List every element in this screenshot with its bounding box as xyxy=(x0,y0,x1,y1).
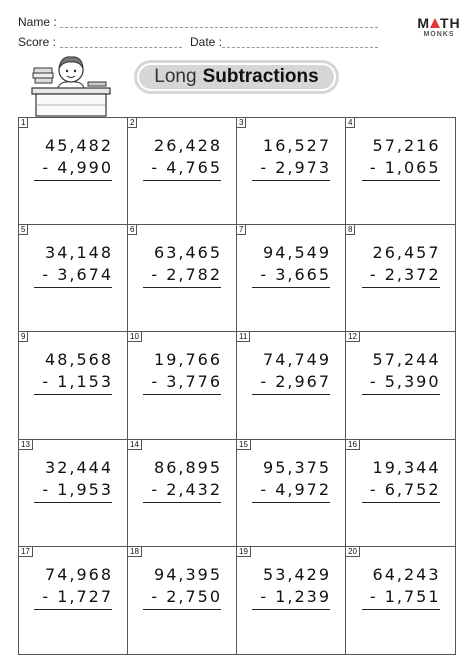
answer-line xyxy=(34,180,112,181)
answer-line xyxy=(34,394,112,395)
answer-line xyxy=(143,180,221,181)
problem-number: 1 xyxy=(19,118,28,128)
problem-cell[interactable] xyxy=(346,332,455,439)
name-label: Name : xyxy=(18,15,57,29)
problem-cell[interactable] xyxy=(19,225,128,332)
problem-number: 4 xyxy=(346,118,355,128)
subtrahend: - 2,432 xyxy=(151,479,222,499)
logo-subtext: MONKS xyxy=(423,31,455,38)
answer-line xyxy=(252,609,330,610)
minuend: 86,895 xyxy=(154,457,222,477)
subtrahend: - 3,665 xyxy=(260,265,331,285)
minuend: 57,244 xyxy=(372,350,441,370)
problem-number: 6 xyxy=(128,225,137,235)
subtrahend: - 4,765 xyxy=(151,158,222,177)
problem-number: 18 xyxy=(128,547,142,557)
answer-line xyxy=(143,609,221,610)
problem-cell[interactable] xyxy=(19,118,128,225)
answer-line xyxy=(362,180,440,181)
problem-cell[interactable] xyxy=(237,440,346,547)
subtrahend: - 1,751 xyxy=(369,586,441,606)
minuend: 32,444 xyxy=(45,457,113,477)
problem-number: 17 xyxy=(19,547,33,557)
minuend: 26,457 xyxy=(372,243,441,263)
answer-line xyxy=(143,287,221,288)
minuend: 94,395 xyxy=(154,564,222,584)
name-field-line[interactable] xyxy=(60,27,378,28)
problem-cell[interactable] xyxy=(19,332,128,439)
subtrahend: - 2,967 xyxy=(260,372,331,392)
problem-cell[interactable] xyxy=(128,225,237,332)
subtrahend: - 1,065 xyxy=(369,158,441,177)
answer-line xyxy=(143,394,221,395)
problem-number: 10 xyxy=(128,332,142,342)
minuend: 74,968 xyxy=(45,564,113,584)
worksheet-title-banner xyxy=(134,60,339,94)
date-field-line[interactable] xyxy=(222,47,378,48)
answer-line xyxy=(252,287,330,288)
minuend: 63,465 xyxy=(154,243,222,263)
subtrahend: - 6,752 xyxy=(369,479,441,499)
problem-cell[interactable] xyxy=(19,547,128,654)
logo-triangle-icon xyxy=(430,18,440,28)
problem-cell[interactable] xyxy=(19,440,128,547)
minuend: 94,549 xyxy=(263,243,331,263)
answer-line xyxy=(362,287,440,288)
problem-number: 12 xyxy=(346,332,360,342)
subtrahend: - 3,674 xyxy=(42,265,113,285)
minuend: 45,482 xyxy=(45,136,113,155)
subtrahend: - 1,727 xyxy=(42,586,113,606)
problem-cell[interactable] xyxy=(346,118,455,225)
problem-number: 3 xyxy=(237,118,246,128)
problem-cell[interactable] xyxy=(128,118,237,225)
subtrahend: - 4,990 xyxy=(42,158,113,177)
subtrahend: - 2,750 xyxy=(151,586,222,606)
subtrahend: - 1,239 xyxy=(260,586,331,606)
subtrahend: - 2,782 xyxy=(151,265,222,285)
problem-number: 7 xyxy=(237,225,246,235)
answer-line xyxy=(252,394,330,395)
answer-line xyxy=(252,180,330,181)
answer-line xyxy=(252,502,330,503)
problem-number: 2 xyxy=(128,118,137,128)
title-word-subtractions: Subtractions xyxy=(202,66,319,87)
problem-number: 5 xyxy=(19,225,28,235)
minuend: 53,429 xyxy=(263,564,331,584)
minuend: 19,344 xyxy=(372,457,441,477)
answer-line xyxy=(34,502,112,503)
problem-number: 20 xyxy=(346,547,360,557)
problem-number: 16 xyxy=(346,440,360,450)
subtrahend: - 3,776 xyxy=(151,372,222,392)
problem-number: 14 xyxy=(128,440,142,450)
answer-line xyxy=(362,609,440,610)
problem-cell[interactable] xyxy=(237,332,346,439)
minuend: 57,216 xyxy=(372,136,441,155)
problem-number: 8 xyxy=(346,225,355,235)
minuend: 26,428 xyxy=(154,136,222,155)
answer-line xyxy=(362,502,440,503)
subtrahend: - 5,390 xyxy=(369,372,441,392)
date-label: Date : xyxy=(190,35,223,49)
subtrahend: - 1,953 xyxy=(42,479,113,499)
problem-number: 13 xyxy=(19,440,33,450)
answer-line xyxy=(143,502,221,503)
math-monks-logo: M TH MONKS xyxy=(417,15,461,38)
problem-number: 15 xyxy=(237,440,251,450)
problem-grid xyxy=(18,117,456,655)
subtrahend: - 2,973 xyxy=(260,158,331,177)
problem-cell[interactable] xyxy=(346,547,455,654)
problem-number: 11 xyxy=(237,332,250,342)
answer-line xyxy=(34,287,112,288)
answer-line xyxy=(34,609,112,610)
problem-cell[interactable] xyxy=(128,332,237,439)
problem-cell[interactable] xyxy=(237,118,346,225)
title-word-long: Long xyxy=(154,66,197,87)
problem-cell[interactable] xyxy=(128,547,237,654)
problem-cell[interactable] xyxy=(237,225,346,332)
subtrahend: - 4,972 xyxy=(260,479,331,499)
problem-number: 19 xyxy=(237,547,251,557)
subtrahend: - 2,372 xyxy=(369,265,441,285)
answer-line xyxy=(362,394,440,395)
problem-cell[interactable] xyxy=(346,225,455,332)
minuend: 64,243 xyxy=(372,564,441,584)
problem-number: 9 xyxy=(19,332,28,342)
minuend: 16,527 xyxy=(263,136,331,155)
minuend: 34,148 xyxy=(45,243,113,263)
minuend: 19,766 xyxy=(154,350,222,370)
problem-cell[interactable] xyxy=(346,440,455,547)
score-label: Score : xyxy=(18,35,57,49)
subtrahend: - 1,153 xyxy=(42,372,113,392)
student-desk-illustration xyxy=(30,48,112,118)
problem-cell[interactable] xyxy=(128,440,237,547)
problem-cell[interactable] xyxy=(237,547,346,654)
minuend: 48,568 xyxy=(45,350,113,370)
minuend: 95,375 xyxy=(263,457,331,477)
minuend: 74,749 xyxy=(263,350,331,370)
